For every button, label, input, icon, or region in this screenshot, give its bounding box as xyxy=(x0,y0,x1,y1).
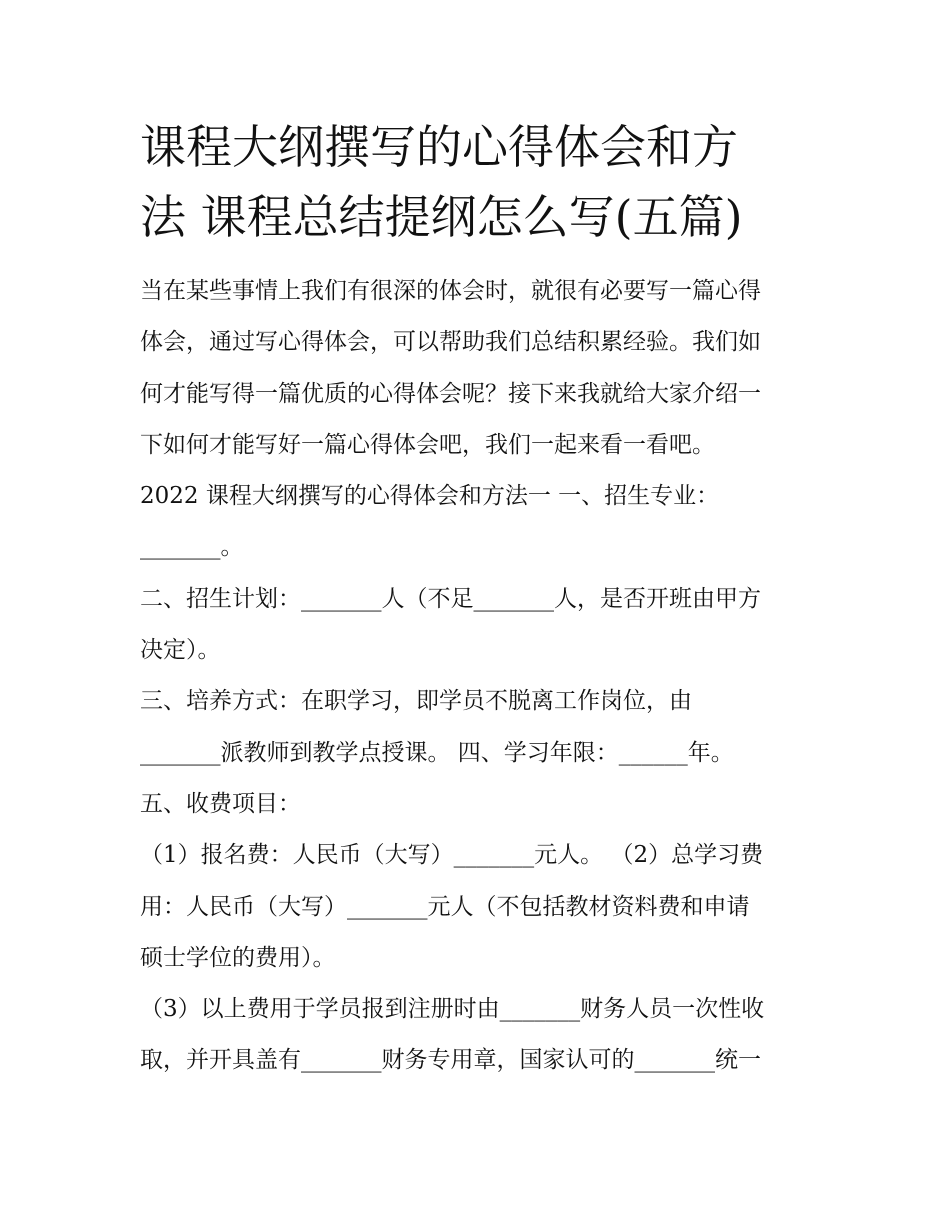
title-line-2: 法 课程总结提纲怎么写(五篇) xyxy=(140,190,743,244)
title-line-1: 课程大纲撰写的心得体会和方 xyxy=(140,120,738,174)
body-line-16: 取，并开具盖有_______财务专用章，国家认可的_______统一 xyxy=(140,1047,761,1074)
body-line-9: 三、培养方式：在职学习，即学员不脱离工作岗位，由 xyxy=(140,688,692,715)
body-line-13: 用：人民币（大写）_______元人（不包括教材资料费和申请 xyxy=(140,893,750,920)
body-line-1: 当在某些事情上我们有很深的体会时，就很有必要写一篇心得 xyxy=(140,278,761,304)
document-title xyxy=(140,112,815,252)
body-line-7: 二、招生计划：_______人（不足_______人，是否开班由甲方 xyxy=(140,585,761,612)
body-line-14: 硕士学位的费用）。 xyxy=(140,944,336,971)
body-line-3: 何才能写得一篇优质的心得体会呢？接下来我就给大家介绍一 xyxy=(140,380,761,407)
body-line-11: 五、收费项目： xyxy=(140,790,301,817)
body-line-15: （3）以上费用于学员报到注册时由_______财务人员一次性收 xyxy=(140,996,765,1023)
body-line-2: 体会，通过写心得体会，可以帮助我们总结积累经验。我们如 xyxy=(140,329,761,356)
body-line-10: _______派教师到教学点授课。 四、学习年限：______年。 xyxy=(140,739,734,766)
document-body xyxy=(140,266,815,1087)
body-line-4: 下如何才能写好一篇心得体会吧，我们一起来看一看吧。 xyxy=(140,431,715,458)
document-page xyxy=(140,112,815,1087)
body-line-8: 决定）。 xyxy=(140,637,221,664)
body-line-5: 2022 课程大纲撰写的心得体会和方法一 一、招生专业： xyxy=(140,483,720,510)
body-line-12: （1）报名费：人民币（大写）_______元人。 （2）总学习费 xyxy=(140,842,764,869)
body-line-6: _______。 xyxy=(140,534,244,561)
